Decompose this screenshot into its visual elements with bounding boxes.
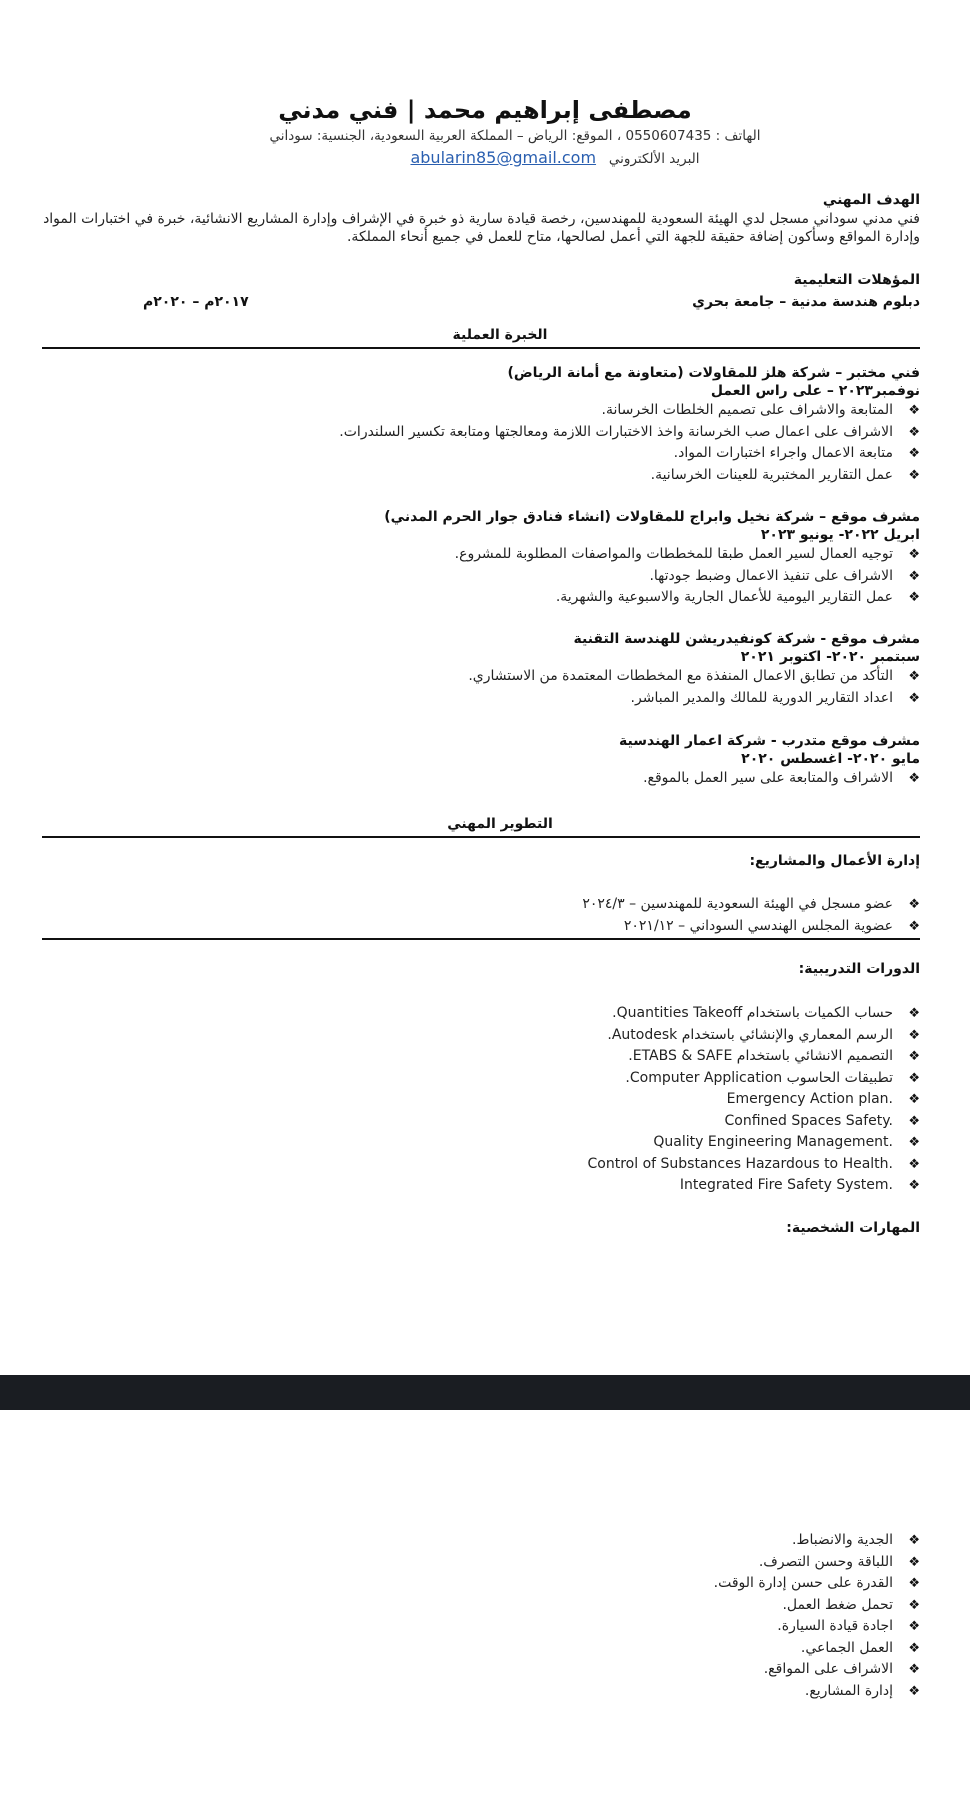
- email-line: [0, 148, 970, 167]
- bullet-icon: ❖: [908, 1092, 920, 1107]
- bullet-icon: ❖: [908, 1135, 920, 1150]
- job-title: مشرف موقع – شركة نخيل وابراج للمقاولات (انشاء فنادق جوار الحرم المدني): [384, 509, 920, 525]
- list-item: ❖الجدية والانضباط.: [714, 1530, 920, 1552]
- courses-list: [588, 1003, 920, 1197]
- objective-text: [40, 210, 920, 246]
- job-title: فني مختبر – شركة هلز للمقاولات (متعاونة مع أمانة الرياض): [507, 365, 920, 381]
- bullet-icon: ❖: [908, 1533, 920, 1548]
- contact-line: الهاتف : 0550607435 ، الموقع: الرياض – المملكة العربية السعودية، الجنسية: سوداني: [269, 128, 761, 144]
- resume-page-2: [0, 1410, 970, 1805]
- bullet-icon: ❖: [908, 1027, 920, 1043]
- bullet-icon: ❖: [908, 568, 920, 584]
- memberships-list: [582, 894, 920, 937]
- education-heading: المؤهلات التعليمية: [793, 272, 920, 288]
- bullet-icon: ❖: [908, 690, 920, 706]
- list-item: ❖التصميم الانشائي باستخدام ETABS & SAFE.: [588, 1046, 920, 1068]
- bullet-icon: ❖: [908, 771, 920, 786]
- bullet-icon: ❖: [908, 1619, 920, 1634]
- list-item: ❖عضوية المجلس الهندسي السوداني – ٢٠٢١/١٢: [582, 916, 920, 938]
- section-divider: [42, 347, 920, 349]
- job-duties: [60, 666, 920, 709]
- list-item: ❖حساب الكميات باستخدام Quantities Takeoff.: [588, 1003, 920, 1025]
- list-item: ❖العمل الجماعي.: [714, 1638, 920, 1660]
- bullet-icon: ❖: [908, 403, 920, 418]
- list-item: ❖اجادة قيادة السيارة.: [714, 1616, 920, 1638]
- bullet-icon: ❖: [908, 1554, 920, 1570]
- job-1: [60, 364, 920, 486]
- list-item: ❖Integrated Fire Safety System.: [588, 1175, 920, 1197]
- development-heading: التطوير المهني: [447, 816, 553, 832]
- page-break-band: [0, 1375, 970, 1410]
- objective-heading: الهدف المهني: [822, 192, 920, 208]
- objective-line-1: فني مدني سوداني مسجل لدي الهيئة السعودية للمهندسين، رخصة قيادة سارية ذو خبرة في الإشراف وإدارة المشاريع الانشائية، خبرة في اختبارات المواد: [43, 211, 920, 227]
- list-item: ❖المتابعة والاشراف على تصميم الخلطات الخرسانة.: [60, 400, 920, 422]
- list-item: ❖Emergency Action plan.: [588, 1089, 920, 1111]
- bullet-icon: ❖: [908, 1576, 920, 1591]
- job-2: [60, 508, 920, 609]
- candidate-name: مصطفى إبراهيم محمد | فني مدني: [278, 96, 692, 124]
- education-degree: دبلوم هندسة مدنية – جامعة بحري: [692, 294, 920, 310]
- section-divider: [42, 836, 920, 838]
- job-duties: [60, 768, 920, 790]
- list-item: ❖تحمل ضغط العمل.: [714, 1595, 920, 1617]
- list-item: ❖الاشراف على تنفيذ الاعمال وضبط جودتها.: [60, 566, 920, 588]
- bullet-icon: ❖: [908, 897, 920, 912]
- list-item: ❖عمل التقارير اليومية للأعمال الجارية والاسبوعية والشهرية.: [60, 587, 920, 609]
- bullet-icon: ❖: [908, 1178, 920, 1193]
- bullet-icon: ❖: [908, 1640, 920, 1656]
- bullet-icon: ❖: [908, 1156, 920, 1172]
- education-years: ٢٠١٧م – ٢٠٢٠م: [143, 294, 249, 310]
- bullet-icon: ❖: [908, 590, 920, 605]
- job-date: نوفمبر٢٠٢٣ – على راس العمل: [710, 383, 920, 399]
- list-item: ❖الرسم المعماري والإنشائي باستخدام Autodesk.: [588, 1025, 920, 1047]
- list-item: ❖اعداد التقارير الدورية للمالك والمدير المباشر.: [60, 688, 920, 710]
- bullet-icon: ❖: [908, 1113, 920, 1129]
- list-item: ❖إدارة المشاريع.: [714, 1681, 920, 1703]
- experience-heading: الخبرة العملية: [452, 327, 548, 343]
- bullet-icon: ❖: [908, 1006, 920, 1021]
- section-divider: [42, 938, 920, 940]
- job-title: مشرف موقع - شركة كونفيدريشن للهندسة التقنية: [573, 631, 920, 647]
- bullet-icon: ❖: [908, 669, 920, 684]
- job-duties: [60, 400, 920, 486]
- list-item: ❖القدرة على حسن إدارة الوقت.: [714, 1573, 920, 1595]
- list-item: ❖متابعة الاعمال واجراء اختبارات المواد.: [60, 443, 920, 465]
- list-item: ❖عمل التقارير المختبرية للعينات الخرسانية.: [60, 465, 920, 487]
- list-item: ❖توجيه العمال لسير العمل طبقا للمخططات والمواصفات المطلوبة للمشروع.: [60, 544, 920, 566]
- list-item: ❖الاشراف على اعمال صب الخرسانة واخذ الاختبارات اللازمة ومعالجتها ومتابعة تكسير السلندرات.: [60, 422, 920, 444]
- email-link[interactable]: abularin85@gmail.com: [410, 148, 597, 167]
- job-4: [60, 732, 920, 790]
- list-item: ❖تطبيقات الحاسوب Computer Application.: [588, 1068, 920, 1090]
- skills-list: [714, 1530, 920, 1702]
- job-3: [60, 630, 920, 709]
- bullet-icon: ❖: [908, 446, 920, 461]
- list-item: ❖التأكد من تطابق الاعمال المنفذة مع المخططات المعتمدة من الاستشاري.: [60, 666, 920, 688]
- courses-heading: الدورات التدريبية:: [798, 961, 920, 977]
- list-item: ❖اللباقة وحسن التصرف.: [714, 1552, 920, 1574]
- list-item: ❖الاشراف والمتابعة على سير العمل بالموقع.: [60, 768, 920, 790]
- job-date: مايو ٢٠٢٠- اغسطس ٢٠٢٠: [741, 751, 920, 767]
- bullet-icon: ❖: [908, 1070, 920, 1086]
- management-heading: إدارة الأعمال والمشاريع:: [749, 853, 920, 869]
- bullet-icon: ❖: [908, 1662, 920, 1677]
- list-item: ❖Control of Substances Hazardous to Health.: [588, 1154, 920, 1176]
- bullet-icon: ❖: [908, 547, 920, 562]
- bullet-icon: ❖: [908, 1049, 920, 1064]
- bullet-icon: ❖: [908, 1597, 920, 1613]
- objective-line-2: وإدارة المواقع وسأكون إضافة حقيقة للجهة التي أعمل لصالحها، متاح للعمل في جميع أنحاء المملكة.: [346, 229, 920, 245]
- skills-heading: المهارات الشخصية:: [786, 1220, 920, 1236]
- bullet-icon: ❖: [908, 424, 920, 440]
- list-item: ❖Quality Engineering Management.: [588, 1132, 920, 1154]
- bullet-icon: ❖: [908, 1683, 920, 1699]
- list-item: ❖عضو مسجل في الهيئة السعودية للمهندسين – ٢٠٢٤/٣: [582, 894, 920, 916]
- job-date: ابريل ٢٠٢٢- يونيو ٢٠٢٣: [760, 527, 920, 543]
- job-duties: [60, 544, 920, 609]
- job-title: مشرف موقع متدرب - شركة اعمار الهندسية: [619, 733, 920, 749]
- email-label: البريد الألكتروني: [608, 151, 700, 167]
- bullet-icon: ❖: [908, 918, 920, 934]
- job-date: سبتمبر ٢٠٢٠- اكتوبر ٢٠٢١: [740, 649, 920, 665]
- list-item: ❖الاشراف على المواقع.: [714, 1659, 920, 1681]
- bullet-icon: ❖: [908, 467, 920, 483]
- list-item: ❖Confined Spaces Safety.: [588, 1111, 920, 1133]
